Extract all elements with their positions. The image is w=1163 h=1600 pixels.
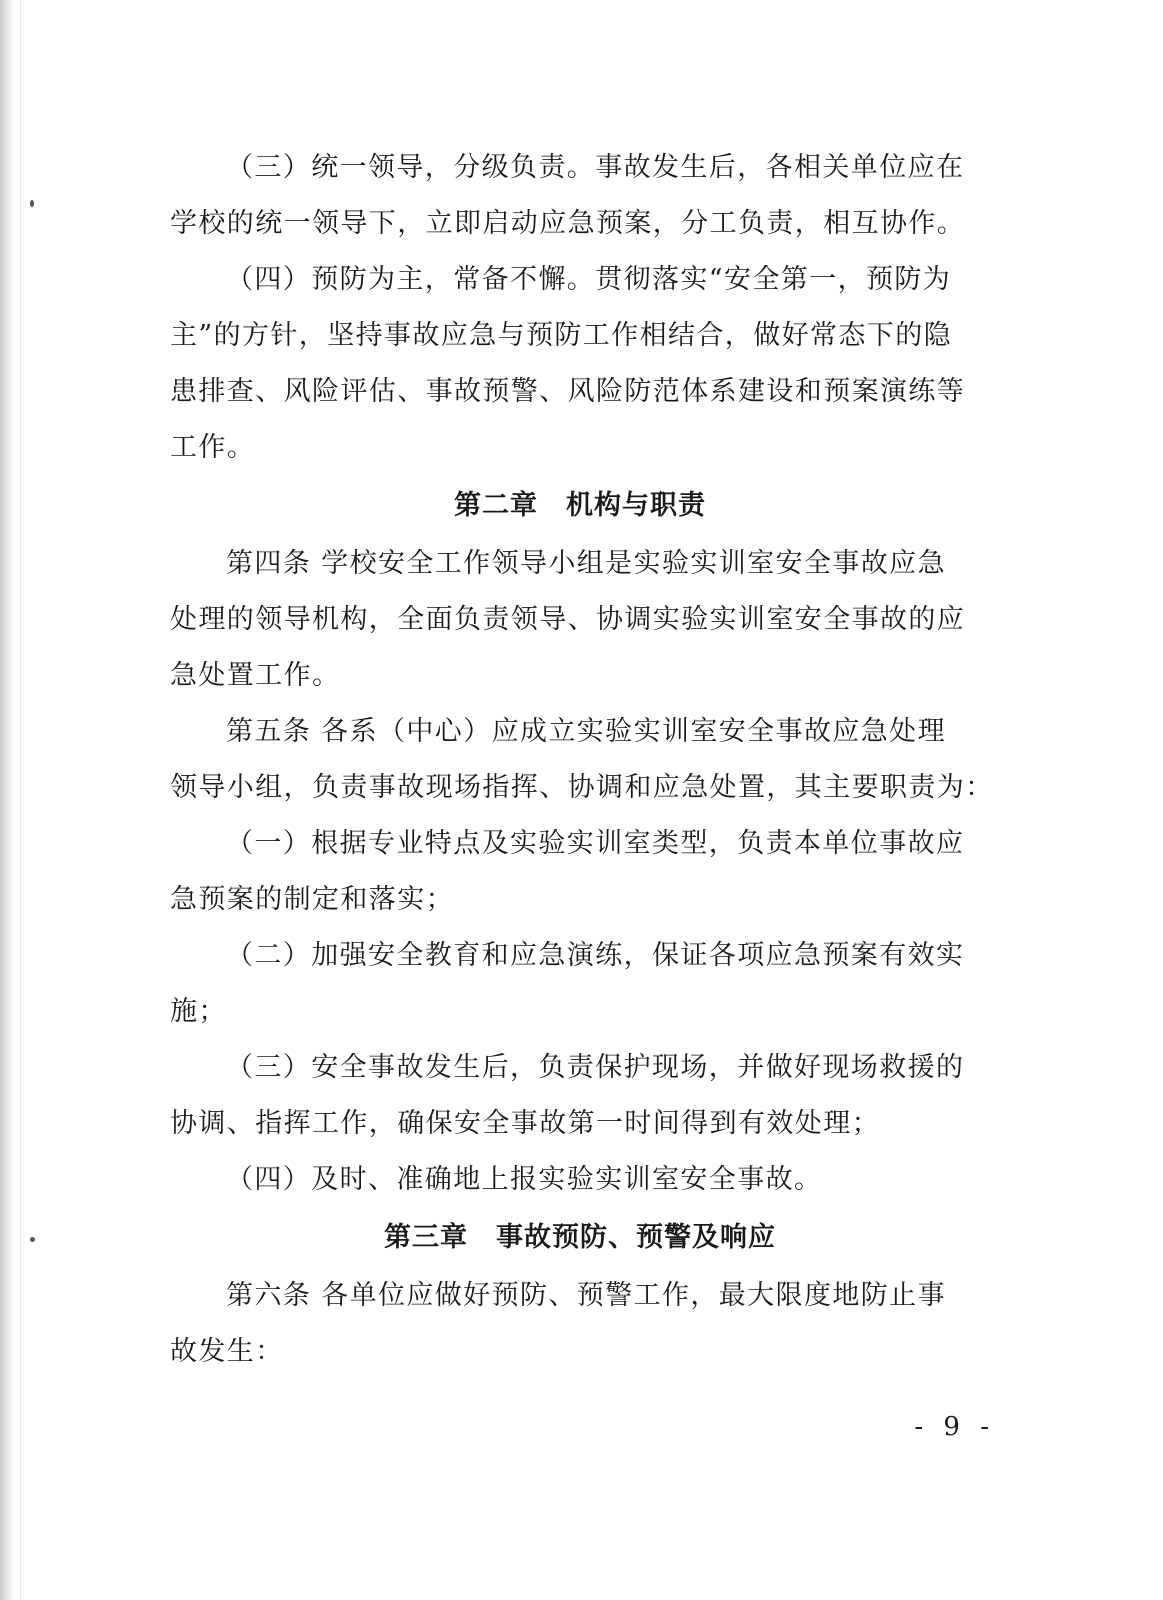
paragraph-line: 协调、指挥工作，确保安全事故第一时间得到有效处理； [170, 1108, 880, 1139]
paragraph-first-line: （四）预防为主，常备不懈。贯彻落实“安全第一，预防为 [226, 264, 952, 295]
paragraph-first-line: 第四条 学校安全工作领导小组是实验实训室安全事故应急 [226, 548, 946, 579]
paragraph-line: 故发生： [170, 1336, 284, 1367]
scan-shadow-edge [0, 0, 14, 1600]
scan-speck [30, 1237, 35, 1242]
paragraph-first-line: （三）安全事故发生后，负责保护现场，并做好现场救援的 [226, 1052, 965, 1083]
paragraph-line: 工作。 [170, 432, 256, 463]
paragraph-line: 患排查、风险评估、事故预警、风险防范体系建设和预案演练等 [170, 376, 966, 407]
chapter-heading: 第三章 事故预防、预警及响应 [384, 1222, 776, 1253]
page-number: - 9 - [914, 1412, 995, 1442]
paragraph-first-line: （三）统一领导，分级负责。事故发生后，各相关单位应在 [226, 152, 965, 183]
paragraph-line: 急处置工作。 [170, 660, 341, 691]
chapter-heading: 第二章 机构与职责 [454, 490, 706, 521]
paragraph-first-line: （四）及时、准确地上报实验实训室安全事故。 [226, 1164, 823, 1195]
paragraph-line: 主”的方针，坚持事故应急与预防工作相结合，做好常态下的隐 [170, 320, 953, 351]
paragraph-first-line: （二）加强安全教育和应急演练，保证各项应急预案有效实 [226, 940, 965, 971]
paragraph-line: 处理的领导机构，全面负责领导、协调实验实训室安全事故的应 [170, 604, 966, 635]
paragraph-first-line: 第五条 各系（中心）应成立实验实训室安全事故应急处理 [226, 716, 946, 747]
paragraph-first-line: 第六条 各单位应做好预防、预警工作，最大限度地防止事 [226, 1280, 946, 1311]
paragraph-line: 急预案的制定和落实； [170, 884, 454, 915]
scan-speck [30, 200, 34, 207]
paragraph-first-line: （一）根据专业特点及实验实训室类型，负责本单位事故应 [226, 828, 965, 859]
paragraph-line: 领导小组，负责事故现场指挥、协调和应急处置，其主要职责为： [170, 772, 994, 803]
document-body [170, 140, 994, 1380]
paragraph-line: 学校的统一领导下，立即启动应急预案，分工负责，相互协作。 [170, 208, 966, 239]
paragraph-line: 施； [170, 996, 227, 1027]
scan-edge-line [20, 0, 21, 1600]
